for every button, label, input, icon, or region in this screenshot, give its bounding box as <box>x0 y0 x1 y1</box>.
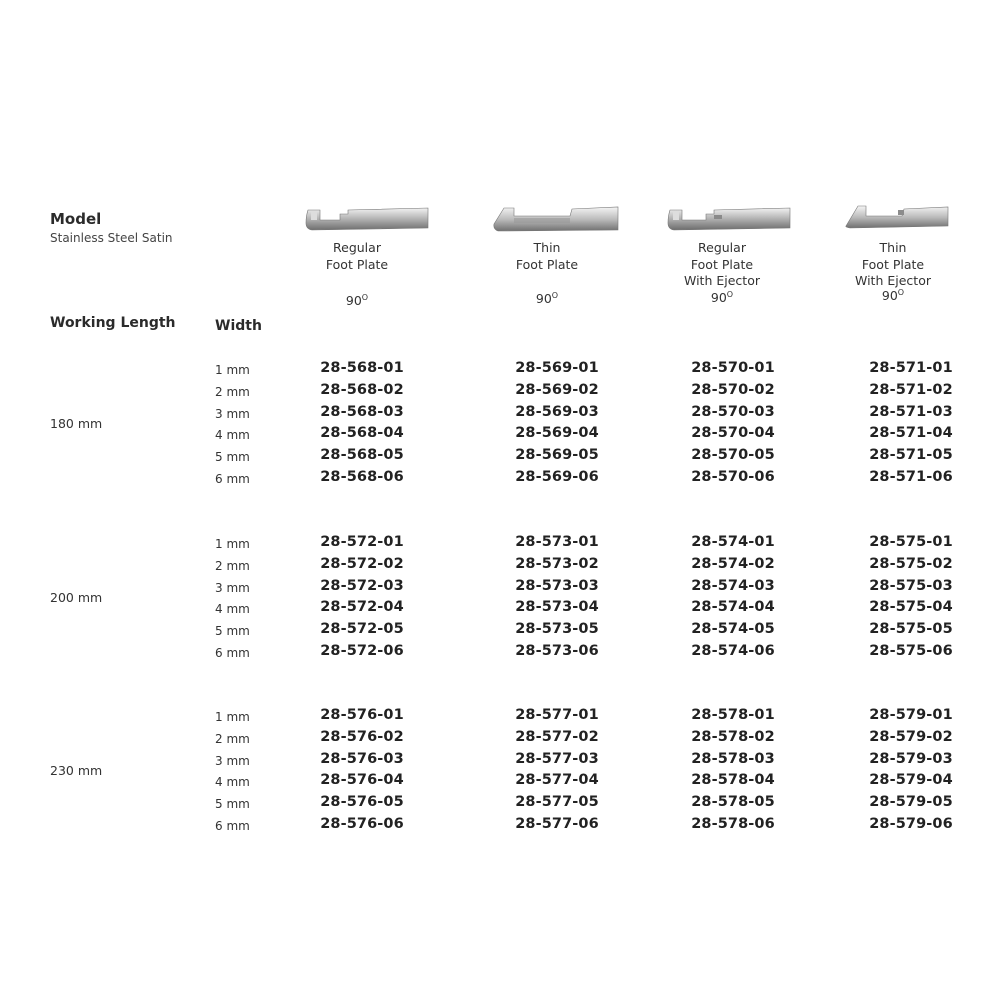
article-number: 28-573-03 <box>515 577 599 594</box>
table-row <box>0 578 1000 600</box>
article-number: 28-571-04 <box>869 425 953 442</box>
column-label-line: Foot Plate <box>325 256 389 272</box>
column-label-thin-foot-plate <box>477 240 617 307</box>
working-length-value: 200 mm <box>50 589 103 605</box>
column-angle: $90^O$ <box>535 290 559 306</box>
width-value: 4 mm <box>215 602 250 617</box>
column-angle: $90^O$ <box>710 289 734 305</box>
working-length-value: 180 mm <box>50 415 103 431</box>
article-number: 28-575-05 <box>869 621 953 638</box>
model-subtitle: Stainless Steel Satin <box>50 231 173 245</box>
width-value: 3 mm <box>215 580 250 595</box>
column-label-line: Regular <box>333 240 381 255</box>
table-row <box>0 643 1000 665</box>
article-number: 28-578-06 <box>691 816 775 832</box>
column-label-thin-foot-plate-with-ejector <box>823 240 963 304</box>
article-number: 28-575-02 <box>869 555 953 572</box>
width-value: 6 mm <box>215 819 250 833</box>
table-row <box>0 382 1000 404</box>
width-value: 1 mm <box>215 710 250 724</box>
model-title: Model <box>50 210 102 228</box>
article-number: 28-570-04 <box>691 425 775 442</box>
article-number: 28-574-06 <box>691 643 775 659</box>
article-number: 28-568-04 <box>320 425 404 442</box>
article-number: 28-574-04 <box>691 599 775 616</box>
article-number: 28-569-01 <box>515 360 599 376</box>
article-number: 28-578-03 <box>691 750 775 767</box>
article-number: 28-578-05 <box>691 794 775 811</box>
article-number: 28-569-06 <box>515 469 599 485</box>
article-number: 28-570-02 <box>691 381 775 398</box>
article-number: 28-577-06 <box>515 816 599 832</box>
article-number: 28-573-02 <box>515 555 599 572</box>
article-number: 28-569-03 <box>515 403 599 420</box>
article-number: 28-579-03 <box>869 750 953 767</box>
article-number: 28-577-01 <box>515 707 599 723</box>
article-number: 28-570-01 <box>691 360 775 376</box>
article-number: 28-576-04 <box>320 772 404 789</box>
column-label-line: Foot Plate <box>515 256 579 272</box>
width-value: 5 mm <box>215 624 250 639</box>
article-number: 28-571-03 <box>869 403 953 420</box>
article-number: 28-576-02 <box>320 728 404 745</box>
table-row <box>0 707 1000 729</box>
article-number: 28-576-01 <box>320 707 404 723</box>
article-number: 28-575-04 <box>869 599 953 616</box>
width-value: 3 mm <box>215 406 250 421</box>
article-number: 28-578-01 <box>691 707 775 723</box>
article-number: 28-568-05 <box>320 447 404 464</box>
column-label-regular-foot-plate <box>287 240 427 309</box>
article-number: 28-573-06 <box>515 643 599 659</box>
regular-foot-plate-ejector-tip-icon <box>662 196 792 240</box>
article-number: 28-572-04 <box>320 599 404 616</box>
article-number: 28-571-05 <box>869 447 953 464</box>
article-number: 28-571-01 <box>869 360 953 376</box>
article-number: 28-569-04 <box>515 425 599 442</box>
article-number: 28-577-05 <box>515 794 599 811</box>
width-value: 6 mm <box>215 472 250 486</box>
article-number: 28-575-01 <box>869 534 953 550</box>
article-number: 28-579-04 <box>869 772 953 789</box>
width-value: 6 mm <box>215 646 250 660</box>
article-number: 28-570-06 <box>691 469 775 485</box>
width-value: 4 mm <box>215 775 250 790</box>
width-value: 1 mm <box>215 363 250 377</box>
table-row <box>0 534 1000 556</box>
width-value: 1 mm <box>215 537 250 551</box>
table-row <box>0 794 1000 816</box>
article-number: 28-572-05 <box>320 621 404 638</box>
width-value: 5 mm <box>215 797 250 812</box>
article-number: 28-570-05 <box>691 447 775 464</box>
width-value: 5 mm <box>215 450 250 465</box>
article-number: 28-572-03 <box>320 577 404 594</box>
table-row <box>0 425 1000 447</box>
article-number: 28-572-06 <box>320 643 404 659</box>
table-row <box>0 772 1000 794</box>
column-angle: $90^O$ <box>881 287 905 303</box>
table-row <box>0 599 1000 621</box>
article-number: 28-579-06 <box>869 816 953 832</box>
article-number: 28-573-04 <box>515 599 599 616</box>
width-value: 2 mm <box>215 731 250 746</box>
article-number: 28-568-03 <box>320 403 404 420</box>
width-value: 2 mm <box>215 384 250 399</box>
article-number: 28-572-01 <box>320 534 404 550</box>
article-number: 28-576-06 <box>320 816 404 832</box>
article-number: 28-575-03 <box>869 577 953 594</box>
article-number: 28-569-02 <box>515 381 599 398</box>
article-number: 28-575-06 <box>869 643 953 659</box>
article-number: 28-576-05 <box>320 794 404 811</box>
article-number: 28-579-02 <box>869 728 953 745</box>
article-number: 28-574-05 <box>691 621 775 638</box>
article-number: 28-578-04 <box>691 772 775 789</box>
table-row <box>0 404 1000 426</box>
width-header: Width <box>215 318 262 334</box>
column-label-regular-foot-plate-with-ejector <box>652 240 792 306</box>
table-row <box>0 816 1000 838</box>
article-number: 28-574-03 <box>691 577 775 594</box>
table-row <box>0 447 1000 469</box>
article-number: 28-572-02 <box>320 555 404 572</box>
width-value: 3 mm <box>215 753 250 768</box>
table-row <box>0 621 1000 643</box>
column-label-line: With Ejector <box>855 273 931 288</box>
article-number: 28-577-02 <box>515 728 599 745</box>
column-label-line: Regular <box>698 240 746 255</box>
article-number: 28-571-06 <box>869 469 953 485</box>
column-angle: $90^O$ <box>345 292 369 308</box>
article-number: 28-574-02 <box>691 555 775 572</box>
article-number: 28-579-05 <box>869 794 953 811</box>
article-number: 28-573-05 <box>515 621 599 638</box>
article-number: 28-574-01 <box>691 534 775 550</box>
column-label-line: Thin <box>879 240 907 255</box>
regular-foot-plate-tip-icon <box>300 196 430 240</box>
table-row <box>0 729 1000 751</box>
table-row <box>0 469 1000 491</box>
article-number: 28-568-01 <box>320 360 404 376</box>
column-label-line: With Ejector <box>684 273 760 288</box>
article-number: 28-577-04 <box>515 772 599 789</box>
table-row <box>0 360 1000 382</box>
article-number: 28-568-02 <box>320 381 404 398</box>
article-number: 28-576-03 <box>320 750 404 767</box>
article-number: 28-577-03 <box>515 750 599 767</box>
article-number: 28-568-06 <box>320 469 404 485</box>
table-row <box>0 751 1000 773</box>
thin-foot-plate-tip-icon <box>490 196 620 240</box>
article-number: 28-579-01 <box>869 707 953 723</box>
article-number: 28-573-01 <box>515 534 599 550</box>
column-label-line: Foot Plate <box>690 256 754 272</box>
article-number: 28-570-03 <box>691 403 775 420</box>
article-number: 28-571-02 <box>869 381 953 398</box>
column-label-line: Foot Plate <box>861 256 925 272</box>
column-label-line: Thin <box>533 240 561 255</box>
working-length-header: Working Length <box>50 315 176 331</box>
thin-foot-plate-ejector-tip-icon <box>840 196 950 240</box>
width-value: 4 mm <box>215 428 250 443</box>
article-number: 28-578-02 <box>691 728 775 745</box>
table-row <box>0 556 1000 578</box>
working-length-value: 230 mm <box>50 762 103 778</box>
article-number: 28-569-05 <box>515 447 599 464</box>
width-value: 2 mm <box>215 558 250 573</box>
